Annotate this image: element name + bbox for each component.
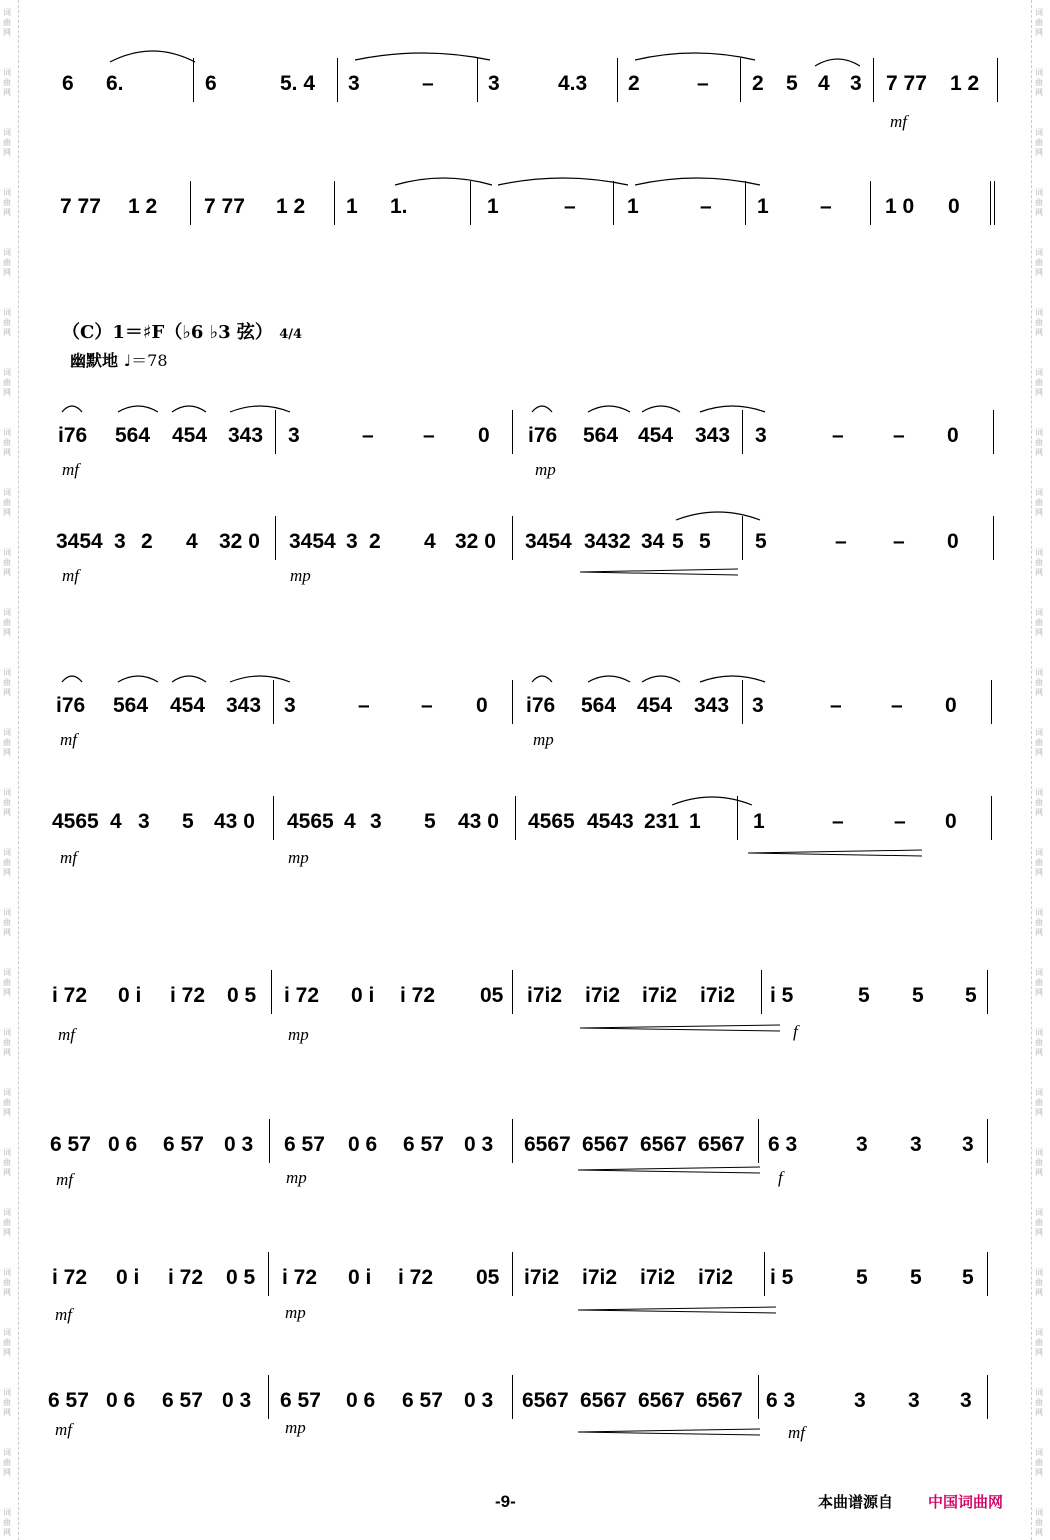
- note-group: i76: [528, 424, 558, 447]
- dynamic-marking: mp: [286, 1168, 307, 1187]
- watermark-text: 词曲网: [3, 1148, 11, 1177]
- note-group: 3: [908, 1389, 920, 1412]
- note-group: 3: [856, 1133, 868, 1156]
- note-group: i76: [526, 694, 556, 717]
- note-group: i7i2: [640, 1266, 676, 1289]
- note-group: 343: [694, 694, 730, 717]
- slur: [700, 676, 765, 682]
- note-group: 1 2: [276, 195, 306, 218]
- note-group: 0: [478, 424, 490, 447]
- note-group: 05: [480, 984, 504, 1007]
- note-group: 454: [637, 694, 673, 717]
- note-group: i 5: [770, 984, 794, 1007]
- note-group: 2: [628, 72, 640, 95]
- watermark-text: 词曲网: [1035, 848, 1043, 877]
- dynamic-marking: mf: [788, 1423, 805, 1442]
- note-group: 3: [854, 1389, 866, 1412]
- watermark-text: 词曲网: [3, 848, 11, 877]
- note-group: 343: [228, 424, 264, 447]
- note-group: 2: [141, 530, 153, 553]
- note-group: 1 2: [950, 72, 980, 95]
- watermark-text: 词曲网: [1035, 1388, 1043, 1417]
- hairpin: [578, 1310, 776, 1313]
- note-group: 6 57: [50, 1133, 91, 1156]
- note-group: i7i2: [527, 984, 563, 1007]
- watermark-text: 词曲网: [3, 128, 11, 157]
- dynamic-marking: mf: [60, 730, 77, 749]
- note-group: i76: [58, 424, 88, 447]
- watermark-text: 词曲网: [1035, 1028, 1043, 1057]
- note-group: –: [362, 424, 374, 447]
- note-group: –: [820, 195, 832, 218]
- note-group: 05: [476, 1266, 500, 1289]
- note-group: 0 3: [224, 1133, 254, 1156]
- note-group: 6567: [522, 1389, 569, 1412]
- slur: [172, 676, 206, 682]
- note-group: 5: [856, 1266, 868, 1289]
- note-group: 4.3: [558, 72, 588, 95]
- slur: [588, 406, 630, 412]
- watermark-text: 词曲网: [3, 308, 11, 337]
- watermark-text: 词曲网: [1035, 488, 1043, 517]
- note-group: 0 i: [351, 984, 375, 1007]
- dynamic-marking: mp: [533, 730, 554, 749]
- watermark-text: 词曲网: [1035, 428, 1043, 457]
- note-group: i7i2: [698, 1266, 734, 1289]
- page-number: -9-: [495, 1492, 516, 1511]
- note-group: –: [832, 810, 844, 833]
- slur: [230, 676, 290, 682]
- slur: [532, 676, 552, 682]
- note-group: 7 77: [60, 195, 101, 218]
- note-group: 4: [818, 72, 830, 95]
- note-group: 4543: [587, 810, 634, 833]
- slur: [118, 406, 158, 412]
- note-group: i 72: [400, 984, 436, 1007]
- note-group: i7i2: [524, 1266, 560, 1289]
- slur: [62, 406, 82, 412]
- note-group: 0 i: [118, 984, 142, 1007]
- note-group: 7 77: [886, 72, 927, 95]
- note-group: 6.: [106, 72, 124, 95]
- note-group: –: [832, 424, 844, 447]
- note-group: –: [358, 694, 370, 717]
- note-group: 5: [182, 810, 194, 833]
- slur: [676, 512, 760, 520]
- note-group: –: [697, 72, 709, 95]
- note-group: 3: [752, 694, 764, 717]
- note-group: 6 57: [403, 1133, 444, 1156]
- watermark-text: 词曲网: [1035, 8, 1043, 37]
- note-group: 5. 4: [280, 72, 316, 95]
- note-group: 3: [288, 424, 300, 447]
- dynamic-marking: f: [793, 1022, 798, 1041]
- watermark-text: 词曲网: [1035, 1328, 1043, 1357]
- watermark-text: 词曲网: [3, 1208, 11, 1237]
- note-group: –: [891, 694, 903, 717]
- note-group: 32 0: [455, 530, 496, 553]
- slur: [635, 53, 755, 60]
- note-group: i 72: [52, 1266, 88, 1289]
- watermark-text: 词曲网: [1035, 1208, 1043, 1237]
- slur: [118, 676, 158, 682]
- watermark-text: 词曲网: [3, 1028, 11, 1057]
- dynamic-marking: mp: [535, 460, 556, 479]
- dynamic-marking: mf: [55, 1305, 72, 1324]
- note-group: 454: [172, 424, 208, 447]
- note-group: 1: [753, 810, 765, 833]
- watermark-text: 词曲网: [1035, 668, 1043, 697]
- watermark-text: 词曲网: [3, 1448, 11, 1477]
- note-group: 343: [695, 424, 731, 447]
- note-group: 1: [627, 195, 639, 218]
- note-group: i 72: [282, 1266, 318, 1289]
- note-group: i76: [56, 694, 86, 717]
- note-group: 6567: [640, 1133, 687, 1156]
- source-label: 本曲谱源自: [818, 1494, 894, 1511]
- slur: [635, 178, 760, 185]
- note-group: 0 5: [226, 1266, 256, 1289]
- note-group: 3: [114, 530, 126, 553]
- hairpin: [578, 1432, 760, 1435]
- watermark-text: 词曲网: [3, 608, 11, 637]
- note-group: 3: [284, 694, 296, 717]
- watermark-text: 词曲网: [3, 968, 11, 997]
- note-group: 4565: [528, 810, 575, 833]
- note-group: 4: [110, 810, 122, 833]
- slur: [815, 59, 860, 66]
- note-group: –: [423, 424, 435, 447]
- note-group: 564: [583, 424, 619, 447]
- note-group: 6 57: [163, 1133, 204, 1156]
- watermark-text: 词曲网: [3, 368, 11, 397]
- note-group: 43 0: [214, 810, 255, 833]
- dynamic-marking: mp: [288, 848, 309, 867]
- note-group: –: [421, 694, 433, 717]
- note-group: 1 0: [885, 195, 915, 218]
- note-group: 6: [205, 72, 217, 95]
- note-group: –: [422, 72, 434, 95]
- note-group: 0 5: [227, 984, 257, 1007]
- watermark-text: 词曲网: [1035, 1148, 1043, 1177]
- watermark-text: 词曲网: [1035, 908, 1043, 937]
- watermark-text: 词曲网: [3, 248, 11, 277]
- note-group: 5: [858, 984, 870, 1007]
- slur: [672, 797, 752, 805]
- note-group: 454: [170, 694, 206, 717]
- hairpin: [578, 1307, 776, 1310]
- note-group: 6567: [698, 1133, 745, 1156]
- watermark-text: 词曲网: [3, 1508, 11, 1537]
- note-group: 0: [945, 694, 957, 717]
- note-group: 3454: [525, 530, 572, 553]
- note-group: 5: [699, 530, 711, 553]
- note-group: 3: [138, 810, 150, 833]
- watermark-text: 词曲网: [3, 728, 11, 757]
- note-group: 4: [344, 810, 356, 833]
- note-group: i7i2: [585, 984, 621, 1007]
- note-group: 6: [62, 72, 74, 95]
- dynamic-marking: mf: [55, 1420, 72, 1439]
- note-group: 5: [912, 984, 924, 1007]
- note-group: 1: [757, 195, 769, 218]
- watermark-text: 词曲网: [1035, 548, 1043, 577]
- watermark-text: 词曲网: [1035, 188, 1043, 217]
- source-site-link[interactable]: 中国词曲网: [928, 1494, 1004, 1511]
- dynamic-marking: mf: [60, 848, 77, 867]
- note-group: 3: [755, 424, 767, 447]
- watermark-text: 词曲网: [1035, 728, 1043, 757]
- watermark-text: 词曲网: [1035, 248, 1043, 277]
- note-group: 454: [638, 424, 674, 447]
- note-group: 0: [947, 424, 959, 447]
- hairpin: [580, 1025, 780, 1028]
- note-group: 3454: [289, 530, 336, 553]
- note-group: 5: [910, 1266, 922, 1289]
- note-group: 1: [487, 195, 499, 218]
- note-group: 0 6: [346, 1389, 376, 1412]
- note-group: 0 3: [464, 1133, 494, 1156]
- note-group: 2: [369, 530, 381, 553]
- note-group: i 72: [170, 984, 206, 1007]
- hairpin: [748, 853, 922, 856]
- watermark-text: 词曲网: [1035, 968, 1043, 997]
- note-group: 0 i: [348, 1266, 372, 1289]
- dynamic-marking: mf: [62, 460, 79, 479]
- watermark-text: 词曲网: [1035, 68, 1043, 97]
- note-group: –: [893, 530, 905, 553]
- note-group: –: [893, 424, 905, 447]
- note-group: 34: [641, 530, 665, 553]
- watermark-text: 词曲网: [1035, 1508, 1043, 1537]
- note-group: 6 57: [284, 1133, 325, 1156]
- watermark-text: 词曲网: [3, 428, 11, 457]
- note-group: –: [700, 195, 712, 218]
- watermark-text: 词曲网: [3, 488, 11, 517]
- note-group: 5: [755, 530, 767, 553]
- note-group: 4: [424, 530, 436, 553]
- slur: [588, 676, 630, 682]
- note-group: 43 0: [458, 810, 499, 833]
- note-group: 0 6: [348, 1133, 378, 1156]
- watermark-text: 词曲网: [1035, 788, 1043, 817]
- note-group: i 72: [398, 1266, 434, 1289]
- note-group: 5: [965, 984, 977, 1007]
- dynamic-marking: mf: [56, 1170, 73, 1189]
- dynamic-marking: mp: [290, 566, 311, 585]
- note-group: 0: [947, 530, 959, 553]
- slur: [498, 178, 628, 185]
- note-group: 564: [113, 694, 149, 717]
- slur: [172, 406, 206, 412]
- watermark-text: 词曲网: [3, 548, 11, 577]
- note-group: 0: [476, 694, 488, 717]
- watermark-text: 词曲网: [3, 668, 11, 697]
- slur: [395, 178, 492, 185]
- dynamic-marking: mp: [288, 1025, 309, 1044]
- dynamic-marking: mp: [285, 1418, 306, 1437]
- watermark-text: 词曲网: [3, 1328, 11, 1357]
- hairpin: [580, 1028, 780, 1031]
- note-group: 6 57: [48, 1389, 89, 1412]
- note-group: 0 6: [106, 1389, 136, 1412]
- hairpin: [580, 569, 738, 572]
- note-group: 3: [346, 530, 358, 553]
- hairpin: [578, 1167, 760, 1170]
- note-group: 6567: [580, 1389, 627, 1412]
- note-group: 564: [115, 424, 151, 447]
- dynamic-marking: mf: [58, 1025, 75, 1044]
- note-group: 6567: [638, 1389, 685, 1412]
- hairpin: [578, 1429, 760, 1432]
- note-group: 5: [786, 72, 798, 95]
- note-group: 3: [962, 1133, 974, 1156]
- slur: [110, 51, 195, 62]
- note-group: 6 3: [766, 1389, 796, 1412]
- watermark-text: 词曲网: [3, 788, 11, 817]
- note-group: i 72: [284, 984, 320, 1007]
- note-group: 3: [488, 72, 500, 95]
- watermark-text: 词曲网: [3, 1268, 11, 1297]
- watermark-text: 词曲网: [1035, 1268, 1043, 1297]
- slur: [230, 406, 290, 412]
- note-group: 0: [948, 195, 960, 218]
- note-group: –: [830, 694, 842, 717]
- hairpin: [748, 850, 922, 853]
- watermark-text: 词曲网: [3, 188, 11, 217]
- note-group: 4: [186, 530, 198, 553]
- watermark-text: 词曲网: [1035, 368, 1043, 397]
- note-group: i7i2: [642, 984, 678, 1007]
- note-group: i 72: [52, 984, 88, 1007]
- note-group: 3: [910, 1133, 922, 1156]
- note-group: 1: [346, 195, 358, 218]
- note-group: 0 6: [108, 1133, 138, 1156]
- note-group: 6 3: [768, 1133, 798, 1156]
- watermark-text: 词曲网: [1035, 128, 1043, 157]
- note-group: 5: [672, 530, 684, 553]
- tempo-marking: 幽默地 ♩＝78: [70, 351, 168, 370]
- watermark-text: 词曲网: [1035, 608, 1043, 637]
- note-group: 5: [424, 810, 436, 833]
- note-group: 3: [348, 72, 360, 95]
- note-group: 5: [962, 1266, 974, 1289]
- key-signature: （C）1＝♯F（♭6 ♭3 弦） 4/4: [62, 322, 303, 343]
- watermark-text: 词曲网: [3, 1088, 11, 1117]
- slur: [62, 676, 82, 682]
- note-group: –: [835, 530, 847, 553]
- note-group: 1 2: [128, 195, 158, 218]
- note-group: 3: [850, 72, 862, 95]
- hairpin: [580, 572, 738, 575]
- slur: [355, 53, 490, 60]
- watermark-text: 词曲网: [1035, 308, 1043, 337]
- hairpin: [578, 1170, 760, 1173]
- note-group: 4565: [52, 810, 99, 833]
- note-group: 3454: [56, 530, 103, 553]
- note-group: 1: [689, 810, 701, 833]
- dynamic-marking: mp: [285, 1303, 306, 1322]
- note-group: 3: [370, 810, 382, 833]
- watermark-text: 词曲网: [3, 68, 11, 97]
- note-group: 0: [945, 810, 957, 833]
- note-group: 3432: [584, 530, 631, 553]
- watermark-text: 词曲网: [1035, 1448, 1043, 1477]
- note-group: 32 0: [219, 530, 260, 553]
- watermark-text: 词曲网: [3, 1388, 11, 1417]
- note-group: 6567: [582, 1133, 629, 1156]
- note-group: –: [564, 195, 576, 218]
- dynamic-marking: mf: [890, 112, 907, 131]
- note-group: 0 i: [116, 1266, 140, 1289]
- dynamic-marking: f: [778, 1168, 783, 1187]
- note-group: i7i2: [700, 984, 736, 1007]
- slur: [642, 406, 680, 412]
- dynamic-marking: mf: [62, 566, 79, 585]
- note-group: 4565: [287, 810, 334, 833]
- slur: [642, 676, 680, 682]
- note-group: 343: [226, 694, 262, 717]
- watermark-text: 词曲网: [3, 8, 11, 37]
- note-group: 6 57: [162, 1389, 203, 1412]
- note-group: 3: [960, 1389, 972, 1412]
- note-group: 6567: [524, 1133, 571, 1156]
- note-group: 2: [752, 72, 764, 95]
- watermark-text: 词曲网: [3, 908, 11, 937]
- note-group: i 5: [770, 1266, 794, 1289]
- note-group: i 72: [168, 1266, 204, 1289]
- note-group: 6567: [696, 1389, 743, 1412]
- note-group: 0 3: [222, 1389, 252, 1412]
- note-group: 7 77: [204, 195, 245, 218]
- note-group: 0 3: [464, 1389, 494, 1412]
- note-group: 1.: [390, 195, 408, 218]
- slur: [532, 406, 552, 412]
- note-group: 231: [644, 810, 680, 833]
- note-group: i7i2: [582, 1266, 618, 1289]
- note-group: 564: [581, 694, 617, 717]
- watermark-text: 词曲网: [1035, 1088, 1043, 1117]
- note-group: 6 57: [402, 1389, 443, 1412]
- slur: [700, 406, 765, 412]
- note-group: 6 57: [280, 1389, 321, 1412]
- note-group: –: [894, 810, 906, 833]
